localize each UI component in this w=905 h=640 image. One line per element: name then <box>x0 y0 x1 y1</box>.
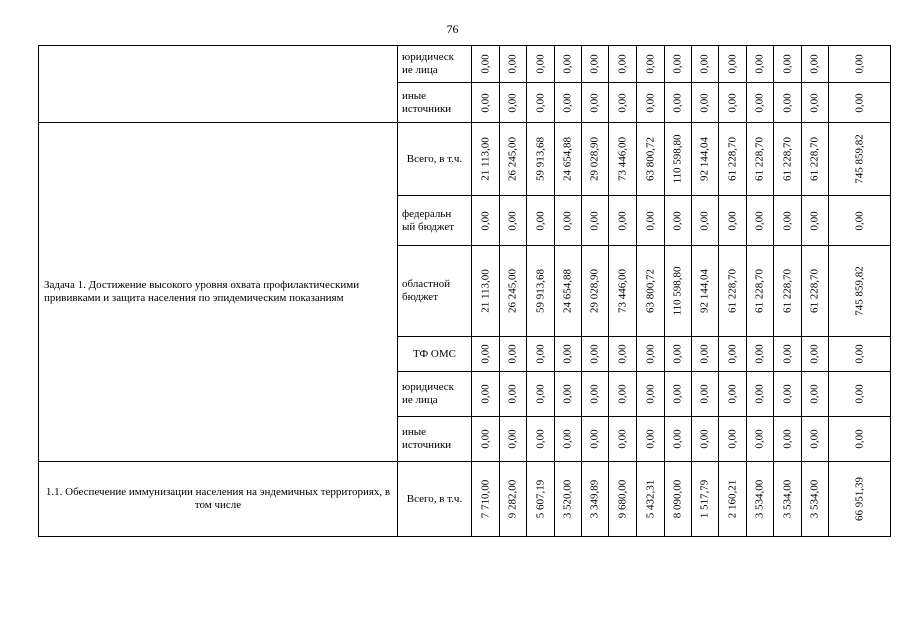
year-value-cell <box>692 417 719 462</box>
value-text: 0,00 <box>698 54 711 74</box>
value-text: 0,00 <box>726 92 738 113</box>
year-value-cell <box>802 246 829 337</box>
table-row <box>39 462 891 537</box>
year-value-cell <box>665 196 692 246</box>
table-body <box>39 46 891 537</box>
year-value-cell <box>665 337 692 372</box>
year-value-cell <box>719 337 747 372</box>
value-text: 0,00 <box>753 92 766 113</box>
year-value-cell <box>774 462 802 537</box>
year-value-cell <box>555 417 582 462</box>
value-text: 9 680,00 <box>616 479 628 519</box>
year-value-cell <box>719 246 747 337</box>
value-text: 92 144,04 <box>698 137 711 181</box>
value-text: 0,00 <box>644 344 656 364</box>
value-text: 0,00 <box>561 210 574 231</box>
funding-source-cell: иные источники <box>398 83 472 123</box>
value-text: 61 228,70 <box>753 269 766 313</box>
value-text: 0,00 <box>781 344 793 364</box>
year-value-cell <box>582 196 609 246</box>
year-value-cell <box>527 46 555 83</box>
value-text: 0,00 <box>588 384 601 404</box>
value-text: 0,00 <box>671 429 684 449</box>
total-value-cell <box>829 372 891 417</box>
year-value-cell <box>665 83 692 123</box>
value-text: 0,00 <box>561 429 574 449</box>
value-text: 0,00 <box>534 344 546 364</box>
value-text: 3 534,00 <box>808 479 821 519</box>
year-value-cell <box>582 372 609 417</box>
value-text: 0,00 <box>753 210 766 231</box>
value-text: 0,00 <box>853 344 865 364</box>
value-text: 0,00 <box>479 92 491 113</box>
year-value-cell <box>774 83 802 123</box>
year-value-cell <box>637 337 665 372</box>
value-text: 110 598,80 <box>671 266 684 316</box>
value-text: 0,00 <box>644 384 656 404</box>
value-text: 0,00 <box>808 92 821 113</box>
total-value-cell <box>829 83 891 123</box>
value-text: 0,00 <box>534 92 546 113</box>
funding-source-cell: федеральн ый бюджет <box>398 196 472 246</box>
year-value-cell <box>802 462 829 537</box>
year-value-cell <box>527 372 555 417</box>
year-value-cell <box>500 372 527 417</box>
value-text: 61 228,70 <box>781 269 793 313</box>
total-value-cell <box>829 246 891 337</box>
value-text: 0,00 <box>534 384 546 404</box>
value-text: 24 654,88 <box>561 137 574 181</box>
year-value-cell <box>802 196 829 246</box>
year-value-cell <box>747 417 774 462</box>
table-row <box>39 123 891 196</box>
year-value-cell <box>500 337 527 372</box>
value-text: 61 228,70 <box>726 137 738 181</box>
value-text: 0,00 <box>479 210 491 231</box>
value-text: 0,00 <box>726 429 738 449</box>
year-value-cell <box>774 123 802 196</box>
value-text: 63 800,72 <box>644 137 656 181</box>
total-value-cell <box>829 462 891 537</box>
value-text: 26 245,00 <box>506 269 519 313</box>
funding-source-cell: юридическ ие лица <box>398 372 472 417</box>
value-text: 0,00 <box>853 92 865 113</box>
value-text: 0,00 <box>616 210 628 231</box>
year-value-cell <box>527 462 555 537</box>
value-text: 63 800,72 <box>644 269 656 313</box>
year-value-cell <box>774 372 802 417</box>
year-value-cell <box>609 462 637 537</box>
year-value-cell <box>637 246 665 337</box>
year-value-cell <box>472 462 500 537</box>
year-value-cell <box>637 123 665 196</box>
value-text: 26 245,00 <box>506 137 519 181</box>
year-value-cell <box>747 462 774 537</box>
year-value-cell <box>665 462 692 537</box>
value-text: 0,00 <box>671 54 684 74</box>
value-text: 0,00 <box>588 344 601 364</box>
value-text: 61 228,70 <box>808 269 821 313</box>
year-value-cell <box>719 462 747 537</box>
value-text: 0,00 <box>506 210 519 231</box>
value-text: 21 113,00 <box>479 137 491 181</box>
year-value-cell <box>637 462 665 537</box>
value-text: 3 534,00 <box>753 479 766 519</box>
value-text: 0,00 <box>698 92 711 113</box>
value-text: 745 859,82 <box>853 134 865 184</box>
value-text: 0,00 <box>644 54 656 74</box>
year-value-cell <box>527 123 555 196</box>
year-value-cell <box>802 123 829 196</box>
value-text: 0,00 <box>698 344 711 364</box>
value-text: 0,00 <box>698 384 711 404</box>
funding-source-cell: иные источники <box>398 417 472 462</box>
year-value-cell <box>692 337 719 372</box>
year-value-cell <box>500 46 527 83</box>
year-value-cell <box>637 46 665 83</box>
year-value-cell <box>637 83 665 123</box>
value-text: 0,00 <box>726 210 738 231</box>
year-value-cell <box>774 417 802 462</box>
value-text: 0,00 <box>534 54 546 74</box>
value-text: 0,00 <box>753 54 766 74</box>
year-value-cell <box>747 337 774 372</box>
value-text: 0,00 <box>671 384 684 404</box>
year-value-cell <box>500 123 527 196</box>
value-text: 59 913,68 <box>534 137 546 181</box>
value-text: 0,00 <box>781 384 793 404</box>
year-value-cell <box>692 372 719 417</box>
year-value-cell <box>637 372 665 417</box>
value-text: 0,00 <box>561 344 574 364</box>
year-value-cell <box>500 196 527 246</box>
value-text: 0,00 <box>479 54 491 74</box>
value-text: 0,00 <box>506 92 519 113</box>
year-value-cell <box>609 372 637 417</box>
value-text: 59 913,68 <box>534 269 546 313</box>
year-value-cell <box>747 196 774 246</box>
year-value-cell <box>609 417 637 462</box>
value-text: 0,00 <box>534 429 546 449</box>
year-value-cell <box>747 246 774 337</box>
value-text: 0,00 <box>588 92 601 113</box>
value-text: 3 520,00 <box>561 479 574 519</box>
year-value-cell <box>802 46 829 83</box>
year-value-cell <box>692 246 719 337</box>
value-text: 0,00 <box>561 384 574 404</box>
year-value-cell <box>665 123 692 196</box>
funding-source-cell: ТФ ОМС <box>398 337 472 372</box>
value-text: 73 446,00 <box>616 137 628 181</box>
year-value-cell <box>774 246 802 337</box>
value-text: 0,00 <box>616 384 628 404</box>
year-value-cell <box>719 123 747 196</box>
value-text: 61 228,70 <box>726 269 738 313</box>
task-cell: 1.1. Обеспечение иммунизации населения на эндемичных территориях, в том числе <box>39 462 398 537</box>
value-text: 0,00 <box>588 54 601 74</box>
value-text: 0,00 <box>781 54 793 74</box>
value-text: 66 951,39 <box>853 477 865 521</box>
value-text: 0,00 <box>479 429 491 449</box>
value-text: 0,00 <box>616 54 628 74</box>
year-value-cell <box>472 417 500 462</box>
value-text: 0,00 <box>698 210 711 231</box>
value-text: 21 113,00 <box>479 269 491 313</box>
value-text: 0,00 <box>808 54 821 74</box>
year-value-cell <box>747 46 774 83</box>
funding-source-cell: Всего, в т.ч. <box>398 123 472 196</box>
year-value-cell <box>527 83 555 123</box>
year-value-cell <box>747 83 774 123</box>
value-text: 0,00 <box>644 429 656 449</box>
task-cell <box>39 46 398 123</box>
value-text: 29 028,90 <box>588 269 601 313</box>
value-text: 2 160,21 <box>726 479 738 519</box>
funding-source-cell: областной бюджет <box>398 246 472 337</box>
year-value-cell <box>500 462 527 537</box>
year-value-cell <box>802 83 829 123</box>
year-value-cell <box>719 196 747 246</box>
year-value-cell <box>555 123 582 196</box>
year-value-cell <box>582 337 609 372</box>
year-value-cell <box>500 417 527 462</box>
value-text: 0,00 <box>753 384 766 404</box>
year-value-cell <box>555 196 582 246</box>
year-value-cell <box>472 83 500 123</box>
value-text: 7 710,00 <box>479 479 491 519</box>
year-value-cell <box>527 196 555 246</box>
year-value-cell <box>665 246 692 337</box>
year-value-cell <box>582 462 609 537</box>
year-value-cell <box>637 417 665 462</box>
value-text: 0,00 <box>616 429 628 449</box>
year-value-cell <box>747 372 774 417</box>
table-row <box>39 46 891 83</box>
year-value-cell <box>582 83 609 123</box>
year-value-cell <box>665 46 692 83</box>
year-value-cell <box>472 123 500 196</box>
total-value-cell <box>829 123 891 196</box>
year-value-cell <box>774 46 802 83</box>
value-text: 1 517,79 <box>698 479 711 519</box>
year-value-cell <box>500 83 527 123</box>
value-text: 0,00 <box>753 429 766 449</box>
year-value-cell <box>555 46 582 83</box>
value-text: 0,00 <box>561 92 574 113</box>
year-value-cell <box>692 123 719 196</box>
value-text: 3 349,89 <box>588 479 601 519</box>
year-value-cell <box>472 46 500 83</box>
year-value-cell <box>774 196 802 246</box>
value-text: 0,00 <box>671 210 684 231</box>
year-value-cell <box>527 417 555 462</box>
value-text: 0,00 <box>506 429 519 449</box>
value-text: 61 228,70 <box>781 137 793 181</box>
year-value-cell <box>609 83 637 123</box>
year-value-cell <box>637 196 665 246</box>
value-text: 0,00 <box>808 429 821 449</box>
year-value-cell <box>747 123 774 196</box>
value-text: 0,00 <box>479 344 491 364</box>
value-text: 0,00 <box>588 210 601 231</box>
value-text: 8 090,00 <box>671 479 684 519</box>
year-value-cell <box>609 196 637 246</box>
year-value-cell <box>527 246 555 337</box>
value-text: 0,00 <box>644 92 656 113</box>
year-value-cell <box>802 417 829 462</box>
value-text: 0,00 <box>808 344 821 364</box>
year-value-cell <box>774 337 802 372</box>
year-value-cell <box>719 83 747 123</box>
year-value-cell <box>582 417 609 462</box>
value-text: 0,00 <box>726 384 738 404</box>
value-text: 0,00 <box>698 429 711 449</box>
year-value-cell <box>609 337 637 372</box>
value-text: 5 607,19 <box>534 479 546 519</box>
value-text: 0,00 <box>588 429 601 449</box>
value-text: 0,00 <box>671 92 684 113</box>
total-value-cell <box>829 46 891 83</box>
year-value-cell <box>582 246 609 337</box>
total-value-cell <box>829 417 891 462</box>
value-text: 5 432,31 <box>644 479 656 519</box>
year-value-cell <box>692 196 719 246</box>
value-text: 0,00 <box>671 344 684 364</box>
value-text: 92 144,04 <box>698 269 711 313</box>
value-text: 3 534,00 <box>781 479 793 519</box>
value-text: 0,00 <box>726 344 738 364</box>
year-value-cell <box>472 246 500 337</box>
value-text: 0,00 <box>644 210 656 231</box>
financing-table <box>38 45 891 537</box>
year-value-cell <box>555 337 582 372</box>
year-value-cell <box>692 462 719 537</box>
year-value-cell <box>582 123 609 196</box>
task-cell: Задача 1. Достижение высокого уровня охвата профилактическими прививками и защита населения по эпидемическим показаниям <box>39 123 398 462</box>
year-value-cell <box>555 372 582 417</box>
value-text: 0,00 <box>781 92 793 113</box>
value-text: 61 228,70 <box>753 137 766 181</box>
year-value-cell <box>472 372 500 417</box>
value-text: 0,00 <box>506 384 519 404</box>
year-value-cell <box>665 417 692 462</box>
year-value-cell <box>719 46 747 83</box>
year-value-cell <box>609 246 637 337</box>
value-text: 745 859,82 <box>853 266 865 316</box>
year-value-cell <box>609 46 637 83</box>
page-number: 76 <box>446 22 459 36</box>
year-value-cell <box>802 372 829 417</box>
value-text: 110 598,80 <box>671 134 684 184</box>
value-text: 0,00 <box>506 54 519 74</box>
year-value-cell <box>555 462 582 537</box>
value-text: 0,00 <box>853 429 865 449</box>
year-value-cell <box>500 246 527 337</box>
year-value-cell <box>719 417 747 462</box>
value-text: 0,00 <box>853 210 865 231</box>
total-value-cell <box>829 337 891 372</box>
value-text: 61 228,70 <box>808 137 821 181</box>
year-value-cell <box>472 337 500 372</box>
year-value-cell <box>472 196 500 246</box>
year-value-cell <box>692 83 719 123</box>
year-value-cell <box>665 372 692 417</box>
value-text: 0,00 <box>853 54 865 74</box>
year-value-cell <box>555 83 582 123</box>
funding-source-cell: юридическ ие лица <box>398 46 472 83</box>
year-value-cell <box>582 46 609 83</box>
year-value-cell <box>719 372 747 417</box>
value-text: 0,00 <box>781 210 793 231</box>
value-text: 0,00 <box>753 344 766 364</box>
value-text: 0,00 <box>808 210 821 231</box>
year-value-cell <box>555 246 582 337</box>
value-text: 0,00 <box>781 429 793 449</box>
value-text: 0,00 <box>808 384 821 404</box>
value-text: 29 028,90 <box>588 137 601 181</box>
value-text: 0,00 <box>479 384 491 404</box>
value-text: 9 282,00 <box>506 479 519 519</box>
value-text: 0,00 <box>726 54 738 74</box>
value-text: 0,00 <box>506 344 519 364</box>
year-value-cell <box>802 337 829 372</box>
value-text: 24 654,88 <box>561 269 574 313</box>
value-text: 0,00 <box>853 384 865 404</box>
year-value-cell <box>692 46 719 83</box>
total-value-cell <box>829 196 891 246</box>
year-value-cell <box>527 337 555 372</box>
funding-source-cell: Всего, в т.ч. <box>398 462 472 537</box>
year-value-cell <box>609 123 637 196</box>
value-text: 73 446,00 <box>616 269 628 313</box>
value-text: 0,00 <box>616 344 628 364</box>
value-text: 0,00 <box>534 210 546 231</box>
value-text: 0,00 <box>561 54 574 74</box>
value-text: 0,00 <box>616 92 628 113</box>
